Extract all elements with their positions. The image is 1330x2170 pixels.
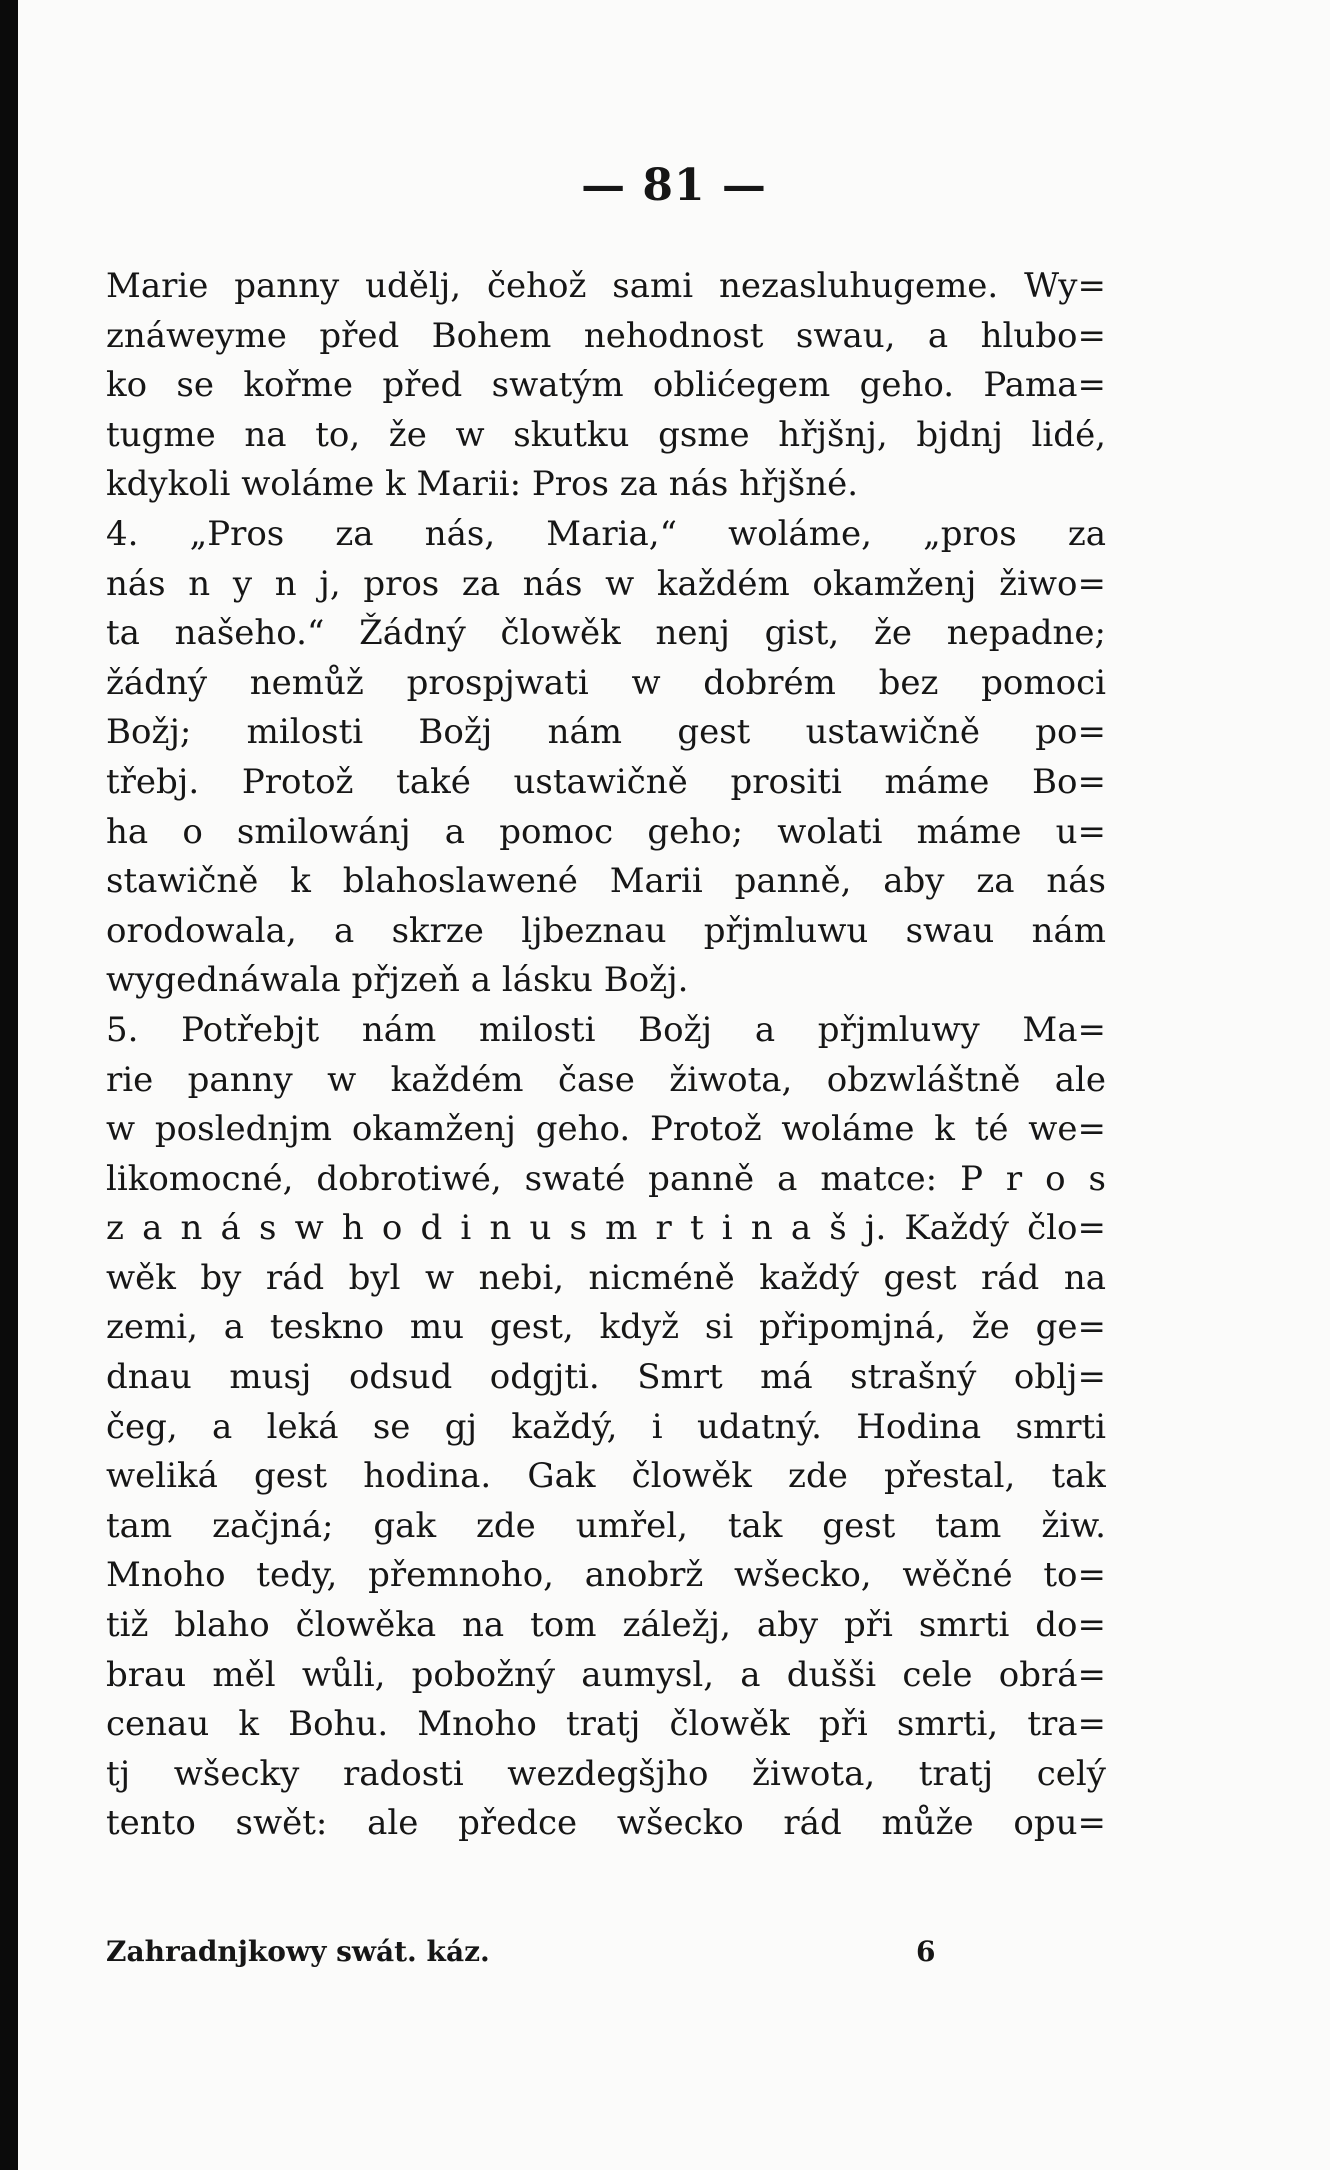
text-line: 5. Potřebjt nám milosti Božj a přjmluwy Ma= <box>106 1009 1106 1050</box>
text-line: nás n y n j, pros za nás w každém okamženj žiwo= <box>106 563 1106 604</box>
text-line: wěk by rád byl w nebi, nicméně každý gest rád na <box>106 1257 1106 1298</box>
text-line: rie panny w každém čase žiwota, obzwláštně ale <box>106 1059 1106 1100</box>
text-line: w poslednjm okamženj geho. Protož woláme k té we= <box>106 1109 1106 1150</box>
text-line: třebj. Protož také ustawičně prositi máme Bo= <box>106 761 1106 802</box>
text-line: ko se kořme před swatým oblićegem geho. Pama= <box>106 365 1106 406</box>
text-line: orodowala, a skrze ljbeznau přjmluwu swau nám <box>106 910 1106 951</box>
text-line: cenau k Bohu. Mnoho tratj člowěk při smrti, tra= <box>106 1704 1106 1745</box>
text-line: stawičně k blahoslawené Marii panně, aby za nás <box>106 861 1106 902</box>
text-line: weliká gest hodina. Gak člowěk zde přestal, tak <box>106 1456 1106 1497</box>
book-page <box>18 0 1330 2170</box>
text-line: z a n á s w h o d i n u s m r t i n a š j. Každý člo= <box>106 1208 1106 1249</box>
text-line: brau měl wůli, pobožný aumysl, a dušši cele obrá= <box>106 1654 1106 1695</box>
signature-mark: 6 <box>916 1935 936 1968</box>
printer-signature: Zahradnjkowy swát. káz. <box>106 1935 490 1968</box>
text-line: ha o smilowánj a pomoc geho; wolati máme u= <box>106 811 1106 852</box>
text-line: Marie panny udělj, čehož sami nezasluhugeme. Wy= <box>106 266 1106 306</box>
text-line: tugme na to, že w skutku gsme hřjšnj, bjdnj lidé, <box>106 414 1106 455</box>
text-line: žádný nemůž prospjwati w dobrém bez pomoci <box>106 662 1106 703</box>
text-line: dnau musj odsud odgjti. Smrt má strašný oblj= <box>106 1357 1106 1398</box>
text-line: kdykoli woláme k Marii: Pros za nás hřjšné. <box>106 464 859 505</box>
text-line: tj wšecky radosti wezdegšjho žiwota, tratj celý <box>106 1753 1106 1794</box>
text-line: tiž blaho člowěka na tom záležj, aby při smrti do= <box>106 1605 1106 1646</box>
text-line: zemi, a teskno mu gest, když si připomjná, že ge= <box>106 1307 1106 1348</box>
text-line: znáweyme před Bohem nehodnost swau, a hlubo= <box>106 315 1106 356</box>
text-line: Mnoho tedy, přemnoho, anobrž wšecko, wěčné to= <box>106 1555 1106 1596</box>
text-line: likomocné, dobrotiwé, swaté panně a matce: P r o s <box>106 1158 1106 1199</box>
text-line: wygednáwala přjzeň a lásku Božj. <box>106 960 689 1001</box>
text-line: čeg, a leká se gj každý, i udatný. Hodina smrti <box>106 1406 1106 1447</box>
page-edge-shadow <box>0 0 18 2170</box>
body-text <box>106 262 1106 1849</box>
text-line: tento swět: ale předce wšecko rád může opu= <box>106 1803 1106 1844</box>
page-number: — 81 — <box>581 160 767 211</box>
text-line: Božj; milosti Božj nám gest ustawičně po= <box>106 712 1106 753</box>
page-footer <box>106 1935 1106 1975</box>
text-line: ta našeho.“ Žádný člowěk nenj gist, že nepadne; <box>106 613 1106 654</box>
text-line: tam začjná; gak zde umřel, tak gest tam žiw. <box>106 1505 1106 1546</box>
text-line: 4. „Pros za nás, Maria,“ woláme, „pros za <box>106 513 1106 554</box>
